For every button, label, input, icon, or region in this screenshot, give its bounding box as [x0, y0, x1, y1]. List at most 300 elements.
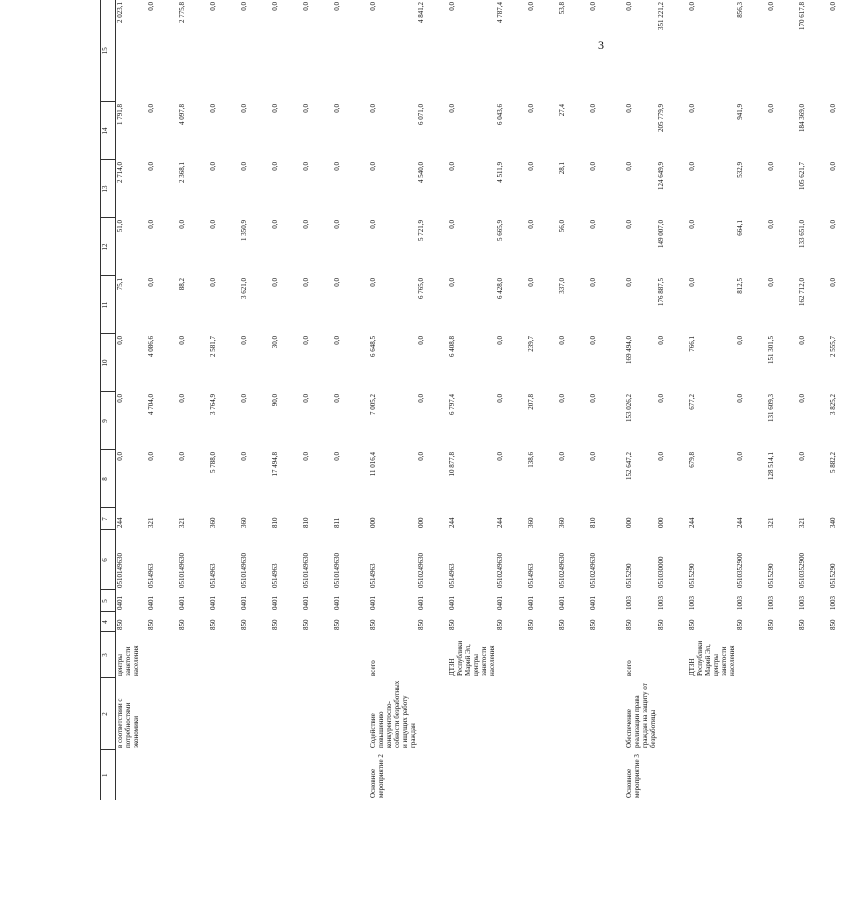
amount-cell: 88,2 — [177, 278, 186, 291]
amount-cell: 105 621,7 — [797, 162, 806, 190]
budget-code-cell: 0514963 — [146, 563, 155, 588]
amount-cell: 0,0 — [270, 2, 279, 11]
amount-cell: 11 016,4 — [368, 452, 377, 477]
budget-code-cell: 321 — [177, 517, 186, 528]
amount-cell: 0,0 — [416, 452, 425, 461]
amount-cell: 0,0 — [526, 162, 535, 171]
row-executor-cell: центры занятости населения — [116, 645, 140, 676]
table-row — [448, 0, 496, 800]
budget-code-cell: 850 — [828, 619, 837, 630]
amount-cell: 679,8 — [687, 452, 696, 468]
row-description-cell — [302, 678, 333, 750]
budget-code-cell: 0514963 — [526, 563, 535, 588]
amount-cell: 0,0 — [588, 2, 597, 11]
budget-table — [100, 0, 860, 800]
table-row — [558, 0, 589, 800]
budget-code-cell: 360 — [239, 517, 248, 528]
amount-cell: 0,0 — [239, 162, 248, 171]
amount-cell: 0,0 — [495, 336, 504, 345]
column-header-1: 1 — [101, 750, 116, 800]
row-executor-cell — [767, 632, 798, 678]
amount-cell: 17 494,8 — [270, 452, 279, 477]
budget-code-cell: 0514963 — [208, 563, 217, 588]
row-executor-cell: всего — [624, 660, 633, 676]
amount-cell: 3 621,0 — [239, 278, 248, 299]
row-executor-cell — [209, 632, 240, 678]
amount-cell: 0,0 — [208, 220, 217, 229]
row-executor-cell — [798, 632, 829, 678]
budget-code-cell: 850 — [797, 619, 806, 630]
amount-cell: 0,0 — [239, 104, 248, 113]
amount-cell: 0,0 — [332, 336, 341, 345]
budget-code-cell: 0510149630 — [116, 553, 124, 588]
row-executor-cell — [589, 632, 620, 678]
table-row — [829, 0, 860, 800]
budget-code-cell: 360 — [208, 517, 217, 528]
amount-cell: 0,0 — [270, 220, 279, 229]
budget-code-cell: 0514963 — [368, 563, 377, 588]
amount-cell: 0,0 — [239, 336, 248, 345]
amount-cell: 0,0 — [495, 394, 504, 403]
amount-cell: 0,0 — [828, 220, 837, 229]
amount-cell: 0,0 — [624, 220, 633, 229]
amount-cell: 0,0 — [332, 278, 341, 287]
table-row — [240, 0, 271, 800]
budget-code-cell: 810 — [270, 517, 279, 528]
budget-code-cell: 321 — [766, 517, 775, 528]
row-executor-cell — [417, 632, 448, 678]
row-executor-cell — [271, 632, 302, 678]
row-description-cell — [496, 678, 527, 750]
row-description-cell: в соответствии с потребностями экономики — [116, 698, 140, 748]
amount-cell: 941,9 — [735, 104, 744, 120]
amount-cell: 532,9 — [735, 162, 744, 178]
amount-cell: 0,0 — [687, 2, 696, 11]
amount-cell: 0,0 — [239, 452, 248, 461]
table-header-row — [101, 0, 116, 800]
amount-cell: 0,0 — [146, 2, 155, 11]
amount-cell: 0,0 — [146, 162, 155, 171]
row-measure-cell — [589, 750, 620, 800]
column-header-13: 13 — [101, 160, 116, 218]
amount-cell: 5 788,0 — [208, 452, 217, 473]
table-row — [798, 0, 829, 800]
amount-cell: 0,0 — [526, 278, 535, 287]
amount-cell: 5 665,9 — [495, 220, 504, 241]
column-header-14: 14 — [101, 102, 116, 160]
table-row — [417, 0, 448, 800]
amount-cell: 0,0 — [687, 278, 696, 287]
table-row — [589, 0, 620, 800]
amount-cell: 6 428,0 — [495, 278, 504, 299]
amount-cell: 3 764,9 — [208, 394, 217, 415]
amount-cell: 0,0 — [332, 104, 341, 113]
row-executor-cell — [496, 632, 527, 678]
budget-code-cell: 321 — [146, 517, 155, 528]
table-row — [333, 0, 364, 800]
row-description-cell — [209, 678, 240, 750]
amount-cell: 0,0 — [588, 452, 597, 461]
row-measure-cell — [558, 750, 589, 800]
amount-cell: 128 514,1 — [766, 452, 775, 480]
amount-cell: 153 026,2 — [624, 394, 633, 422]
row-executor-cell: ДТЗН Республики Марий Эл, центры занятости населения — [447, 640, 496, 676]
table-row — [178, 0, 209, 800]
row-measure-cell — [829, 750, 860, 800]
amount-cell: 162 712,0 — [797, 278, 806, 306]
amount-cell: 0,0 — [526, 220, 535, 229]
budget-code-cell: 0401 — [301, 596, 310, 610]
budget-code-cell: 0515290 — [687, 563, 696, 588]
budget-code-cell: 0401 — [177, 596, 186, 610]
amount-cell: 0,0 — [687, 104, 696, 113]
amount-cell: 4 511,9 — [495, 162, 504, 183]
amount-cell: 0,0 — [588, 278, 597, 287]
amount-cell: 0,0 — [735, 394, 744, 403]
budget-code-cell: 0401 — [588, 596, 597, 610]
amount-cell: 152 647,2 — [624, 452, 633, 480]
row-measure-cell — [209, 750, 240, 800]
budget-code-cell: 0510149630 — [301, 553, 310, 588]
budget-code-cell: 0401 — [239, 596, 248, 610]
budget-code-cell: 0515290 — [828, 563, 837, 588]
budget-code-cell: 244 — [735, 517, 744, 528]
column-header-15: 15 — [101, 0, 116, 102]
amount-cell: 0,0 — [588, 394, 597, 403]
budget-code-cell: 0401 — [368, 596, 377, 610]
amount-cell: 0,0 — [624, 278, 633, 287]
budget-code-cell: 0401 — [270, 596, 279, 610]
row-description-cell — [178, 678, 209, 750]
amount-cell: 151 301,5 — [766, 336, 775, 364]
amount-cell: 75,1 — [116, 278, 124, 291]
row-description-cell — [271, 678, 302, 750]
amount-cell: 4 540,0 — [416, 162, 425, 183]
amount-cell: 0,0 — [656, 452, 665, 461]
amount-cell: 0,0 — [146, 220, 155, 229]
amount-cell: 6 648,5 — [368, 336, 377, 357]
budget-code-cell: 850 — [687, 619, 696, 630]
column-header-6: 6 — [101, 530, 116, 590]
row-measure-cell — [116, 750, 147, 800]
amount-cell: 0,0 — [208, 2, 217, 11]
table-row — [657, 0, 688, 800]
column-header-7: 7 — [101, 508, 116, 530]
budget-code-cell: 340 — [828, 517, 837, 528]
amount-cell: 90,0 — [270, 394, 279, 407]
amount-cell: 0,0 — [766, 220, 775, 229]
row-measure-cell: Основное мероприятие 2 — [368, 754, 385, 798]
row-description-cell — [589, 678, 620, 750]
amount-cell: 856,3 — [735, 2, 744, 18]
amount-cell: 0,0 — [301, 394, 310, 403]
budget-code-cell: 0510249630 — [416, 553, 425, 588]
amount-cell: 0,0 — [828, 162, 837, 171]
budget-code-cell: 000 — [368, 517, 377, 528]
amount-cell: 239,7 — [526, 336, 535, 352]
budget-code-cell: 0401 — [146, 596, 155, 610]
budget-code-cell: 0510249630 — [495, 553, 504, 588]
budget-code-cell: 850 — [447, 619, 456, 630]
amount-cell: 2 581,7 — [208, 336, 217, 357]
amount-cell: 0,0 — [828, 2, 837, 11]
amount-cell: 0,0 — [301, 104, 310, 113]
row-measure-cell — [302, 750, 333, 800]
amount-cell: 677,2 — [687, 394, 696, 410]
row-measure-cell — [178, 750, 209, 800]
amount-cell: 0,0 — [332, 2, 341, 11]
column-header-12: 12 — [101, 218, 116, 276]
amount-cell: 0,0 — [146, 452, 155, 461]
row-measure-cell — [736, 750, 767, 800]
amount-cell: 27,4 — [557, 104, 566, 117]
amount-cell: 0,0 — [416, 336, 425, 345]
row-executor-cell — [829, 632, 860, 678]
budget-code-cell: 244 — [116, 517, 124, 528]
amount-cell: 205 779,9 — [656, 104, 665, 132]
amount-cell: 2 368,1 — [177, 162, 186, 183]
row-description-cell — [829, 678, 860, 750]
amount-cell: 766,1 — [687, 336, 696, 352]
row-description-cell — [333, 678, 364, 750]
amount-cell: 0,0 — [624, 104, 633, 113]
row-executor-cell — [147, 632, 178, 678]
amount-cell: 0,0 — [656, 336, 665, 345]
table-row — [302, 0, 333, 800]
budget-code-cell: 850 — [526, 619, 535, 630]
amount-cell: 0,0 — [588, 104, 597, 113]
amount-cell: 0,0 — [526, 104, 535, 113]
budget-code-cell: 244 — [687, 517, 696, 528]
amount-cell: 0,0 — [177, 336, 186, 345]
row-measure-cell — [147, 750, 178, 800]
budget-code-cell: 850 — [332, 619, 341, 630]
amount-cell: 0,0 — [239, 394, 248, 403]
budget-code-cell: 1003 — [624, 596, 633, 610]
budget-code-cell: 1003 — [656, 596, 665, 610]
budget-code-cell: 0401 — [495, 596, 504, 610]
amount-cell: 0,0 — [332, 162, 341, 171]
budget-code-cell: 0401 — [557, 596, 566, 610]
amount-cell: 0,0 — [828, 278, 837, 287]
amount-cell: 133 651,0 — [797, 220, 806, 248]
table-body — [116, 0, 860, 800]
amount-cell: 0,0 — [368, 278, 377, 287]
budget-code-cell: 0515290 — [624, 563, 633, 588]
amount-cell: 0,0 — [301, 220, 310, 229]
table-row — [209, 0, 240, 800]
amount-cell: 0,0 — [177, 452, 186, 461]
row-description-cell — [736, 678, 767, 750]
amount-cell: 131 609,3 — [766, 394, 775, 422]
amount-cell: 5 721,9 — [416, 220, 425, 241]
budget-code-cell: 850 — [495, 619, 504, 630]
row-description-cell — [417, 678, 448, 750]
budget-code-cell: 850 — [735, 619, 744, 630]
amount-cell: 207,8 — [526, 394, 535, 410]
amount-cell: 0,0 — [177, 220, 186, 229]
amount-cell: 3 825,2 — [828, 394, 837, 415]
budget-code-cell: 0514963 — [270, 563, 279, 588]
amount-cell: 0,0 — [368, 162, 377, 171]
column-header-11: 11 — [101, 276, 116, 334]
amount-cell: 0,0 — [687, 162, 696, 171]
budget-code-cell: 0510352900 — [797, 553, 806, 588]
table-row — [620, 0, 657, 800]
amount-cell: 0,0 — [624, 2, 633, 11]
amount-cell: 0,0 — [270, 278, 279, 287]
amount-cell: 0,0 — [416, 394, 425, 403]
budget-code-cell: 0514963 — [447, 563, 456, 588]
budget-code-cell: 850 — [588, 619, 597, 630]
row-executor-cell — [558, 632, 589, 678]
column-header-4: 4 — [101, 612, 116, 632]
row-executor-cell — [178, 632, 209, 678]
budget-code-cell: 811 — [332, 517, 341, 528]
row-measure-cell — [448, 750, 496, 800]
amount-cell: 0,0 — [146, 278, 155, 287]
table-row — [147, 0, 178, 800]
budget-code-cell: 0401 — [116, 596, 124, 610]
budget-code-cell: 0510249630 — [588, 553, 597, 588]
row-executor-cell: всего — [368, 660, 377, 676]
amount-cell: 0,0 — [656, 394, 665, 403]
amount-cell: 2 775,8 — [177, 2, 186, 23]
amount-cell: 0,0 — [828, 104, 837, 113]
amount-cell: 1 791,8 — [116, 104, 124, 125]
amount-cell: 0,0 — [687, 220, 696, 229]
budget-code-cell: 850 — [270, 619, 279, 630]
column-header-9: 9 — [101, 392, 116, 450]
amount-cell: 4 704,0 — [146, 394, 155, 415]
table-row — [736, 0, 767, 800]
amount-cell: 2 023,1 — [116, 2, 124, 23]
budget-code-cell: 1003 — [687, 596, 696, 610]
budget-code-cell: 850 — [656, 619, 665, 630]
amount-cell: 0,0 — [447, 104, 456, 113]
amount-cell: 0,0 — [116, 452, 124, 461]
amount-cell: 2 714,0 — [116, 162, 124, 183]
amount-cell: 176 887,5 — [656, 278, 665, 306]
amount-cell: 6 797,4 — [447, 394, 456, 415]
row-measure-cell — [798, 750, 829, 800]
amount-cell: 0,0 — [495, 452, 504, 461]
budget-code-cell: 850 — [766, 619, 775, 630]
amount-cell: 0,0 — [588, 162, 597, 171]
budget-code-cell: 0510149630 — [239, 553, 248, 588]
budget-code-cell: 0510149630 — [177, 553, 186, 588]
row-measure-cell: Основное мероприятие 3 — [624, 754, 641, 798]
amount-cell: 0,0 — [766, 162, 775, 171]
row-description-cell — [147, 678, 178, 750]
amount-cell: 2 555,7 — [828, 336, 837, 357]
amount-cell: 664,1 — [735, 220, 744, 236]
budget-code-cell: 0401 — [526, 596, 535, 610]
amount-cell: 0,0 — [797, 394, 806, 403]
budget-code-cell: 244 — [447, 517, 456, 528]
amount-cell: 0,0 — [766, 278, 775, 287]
budget-code-cell: 810 — [588, 517, 597, 528]
budget-code-cell: 810 — [301, 517, 310, 528]
amount-cell: 0,0 — [447, 2, 456, 11]
amount-cell: 0,0 — [624, 162, 633, 171]
amount-cell: 0,0 — [116, 394, 124, 403]
amount-cell: 138,6 — [526, 452, 535, 468]
amount-cell: 0,0 — [270, 104, 279, 113]
budget-code-cell: 0510352900 — [735, 553, 744, 588]
amount-cell: 7 005,2 — [368, 394, 377, 415]
table-row — [767, 0, 798, 800]
amount-cell: 0,0 — [368, 104, 377, 113]
column-header-10: 10 — [101, 334, 116, 392]
amount-cell: 0,0 — [368, 220, 377, 229]
budget-code-cell: 0401 — [332, 596, 341, 610]
row-measure-cell — [657, 750, 688, 800]
amount-cell: 56,0 — [557, 220, 566, 233]
row-measure-cell — [527, 750, 558, 800]
column-header-8: 8 — [101, 450, 116, 508]
row-description-cell — [767, 678, 798, 750]
amount-cell: 0,0 — [301, 452, 310, 461]
amount-cell: 0,0 — [797, 452, 806, 461]
amount-cell: 169 494,0 — [624, 336, 633, 364]
amount-cell: 0,0 — [301, 162, 310, 171]
column-header-5: 5 — [101, 590, 116, 612]
amount-cell: 4 086,6 — [146, 336, 155, 357]
amount-cell: 0,0 — [146, 104, 155, 113]
amount-cell: 170 617,8 — [797, 2, 806, 30]
amount-cell: 6 408,8 — [447, 336, 456, 357]
budget-code-cell: 0510149630 — [332, 553, 341, 588]
row-description-cell — [798, 678, 829, 750]
budget-code-cell: 000 — [416, 517, 425, 528]
row-description-cell — [657, 678, 688, 750]
table-row — [116, 0, 147, 800]
amount-cell: 0,0 — [588, 336, 597, 345]
budget-code-cell: 850 — [239, 619, 248, 630]
amount-cell: 6 071,0 — [416, 104, 425, 125]
amount-cell: 0,0 — [116, 336, 124, 345]
amount-cell: 0,0 — [557, 394, 566, 403]
amount-cell: 337,0 — [557, 278, 566, 294]
budget-code-cell: 360 — [526, 517, 535, 528]
budget-code-cell: 850 — [208, 619, 217, 630]
amount-cell: 0,0 — [766, 104, 775, 113]
amount-cell: 4 097,8 — [177, 104, 186, 125]
amount-cell: 28,1 — [557, 162, 566, 175]
page-number: 3 — [598, 38, 604, 52]
amount-cell: 0,0 — [797, 336, 806, 345]
amount-cell: 0,0 — [270, 162, 279, 171]
budget-code-cell: 850 — [116, 619, 124, 630]
amount-cell: 0,0 — [208, 162, 217, 171]
amount-cell: 0,0 — [735, 452, 744, 461]
column-header-2: 2 — [101, 678, 116, 750]
amount-cell: 0,0 — [177, 394, 186, 403]
budget-code-cell: 0401 — [208, 596, 217, 610]
budget-code-cell: 051030000 — [656, 556, 665, 588]
amount-cell: 812,5 — [735, 278, 744, 294]
budget-code-cell: 1003 — [828, 596, 837, 610]
table-row — [271, 0, 302, 800]
amount-cell: 10 877,8 — [447, 452, 456, 477]
row-measure-cell — [271, 750, 302, 800]
row-executor-cell — [333, 632, 364, 678]
amount-cell: 30,0 — [270, 336, 279, 349]
row-executor-cell — [302, 632, 333, 678]
amount-cell: 4 841,2 — [416, 2, 425, 23]
amount-cell: 51,0 — [116, 220, 124, 233]
